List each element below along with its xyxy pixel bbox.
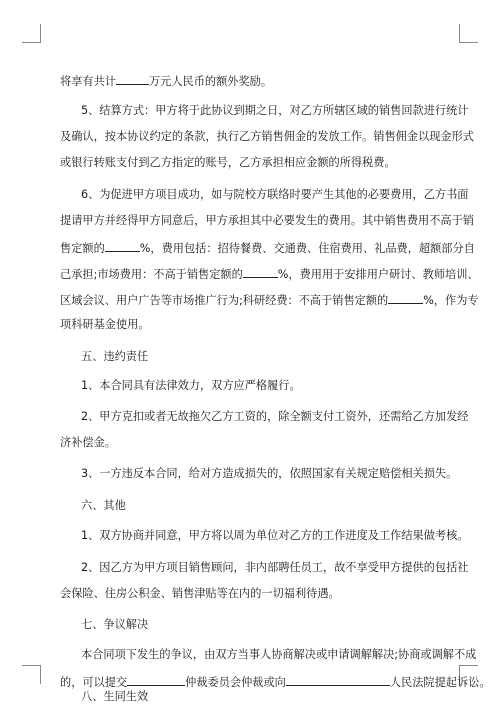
crop-mark-top-left <box>22 24 41 43</box>
text-segment: %，费用包括：招待餐费、交通费、住宿费用、礼品费，超额部分自 <box>139 242 475 255</box>
text-line <box>60 292 479 308</box>
text-line: 1、本合同具有法律效力，双方应严格履行。 <box>81 379 301 392</box>
fill-in-blank[interactable] <box>105 240 140 252</box>
fill-in-blank[interactable] <box>116 73 149 85</box>
text-line: 提请甲方并经得甲方同意后，甲方承担其中必要发生的费用。其中销售费用不高于销 <box>60 214 474 227</box>
section-heading: 六、其他 <box>81 499 126 512</box>
text-line: 项科研基金使用。 <box>60 318 150 331</box>
section-heading: 八、生同生效 <box>81 690 149 703</box>
text-segment: 售定额的 <box>60 242 105 255</box>
text-line <box>60 240 475 256</box>
text-line: 或银行转账支付到乙方指定的账号，乙方承担相应金额的所得税费。 <box>60 156 396 169</box>
text-line <box>60 674 491 690</box>
fill-in-blank[interactable] <box>388 292 423 304</box>
text-line: 5、结算方式：甲方将于此协议到期之日，对乙方所辖区域的销售回款进行统计 <box>81 104 469 117</box>
text-line: 2、因乙方为甲方项目销售顾问，非内部聘任员工，故不享受甲方提供的包括社 <box>81 561 469 574</box>
text-line: 3、一方违反本合同，给对方造成损失的，依照国家有关规定赔偿相关损失。 <box>81 467 458 480</box>
text-line <box>60 266 479 282</box>
text-segment: 的，可以提交 <box>60 676 128 689</box>
text-segment: 己承担;市场费用：不高于销售定额的 <box>60 268 243 281</box>
text-segment: 万元人民币的额外奖励。 <box>148 75 273 88</box>
text-line: 2、甲方克扣或者无故拖欠乙方工资的，除全额支付工资外，还需给乙方加发经 <box>81 410 469 423</box>
text-segment: 仲裁委员会仲裁或向 <box>185 676 286 689</box>
crop-mark-bottom-left <box>22 665 41 684</box>
text-line: 及确认，按本协议约定的条款，执行乙方销售佣金的发放工作。销售佣金以现金形式 <box>60 130 474 143</box>
text-segment: 将享有共计 <box>60 75 116 88</box>
fill-in-blank[interactable] <box>127 674 185 686</box>
section-heading: 七、争议解决 <box>81 618 149 631</box>
text-line: 1、双方协商并同意，甲方将以周为单位对乙方的工作进度及工作结果做考核。 <box>81 529 469 542</box>
text-segment: 人民法院提起诉讼。 <box>389 676 491 689</box>
text-segment: %，费用用于安排用户研讨、教师培训、 <box>277 268 479 281</box>
fill-in-blank[interactable] <box>243 266 278 278</box>
text-segment: 区域会议、用户广告等市场推广行为;科研经费：不高于销售定额的 <box>60 294 389 307</box>
text-line: 6、为促进甲方项目成功，如与院校方联络时要产生其他的必要费用，乙方书面 <box>81 188 469 201</box>
text-line: 本合同项下发生的争议，由双方当事人协商解决或申请调解解决;协商或调解不成 <box>81 648 477 661</box>
crop-mark-top-right <box>459 24 478 43</box>
text-line: 济补偿金。 <box>60 436 116 449</box>
section-heading: 五、违约责任 <box>81 350 149 363</box>
fill-in-blank[interactable] <box>286 674 390 686</box>
text-line <box>60 73 442 89</box>
text-segment: %，作为专 <box>423 294 479 307</box>
text-line: 会保险、住房公积金、销售津贴等在内的一切福利待遇。 <box>60 587 340 600</box>
